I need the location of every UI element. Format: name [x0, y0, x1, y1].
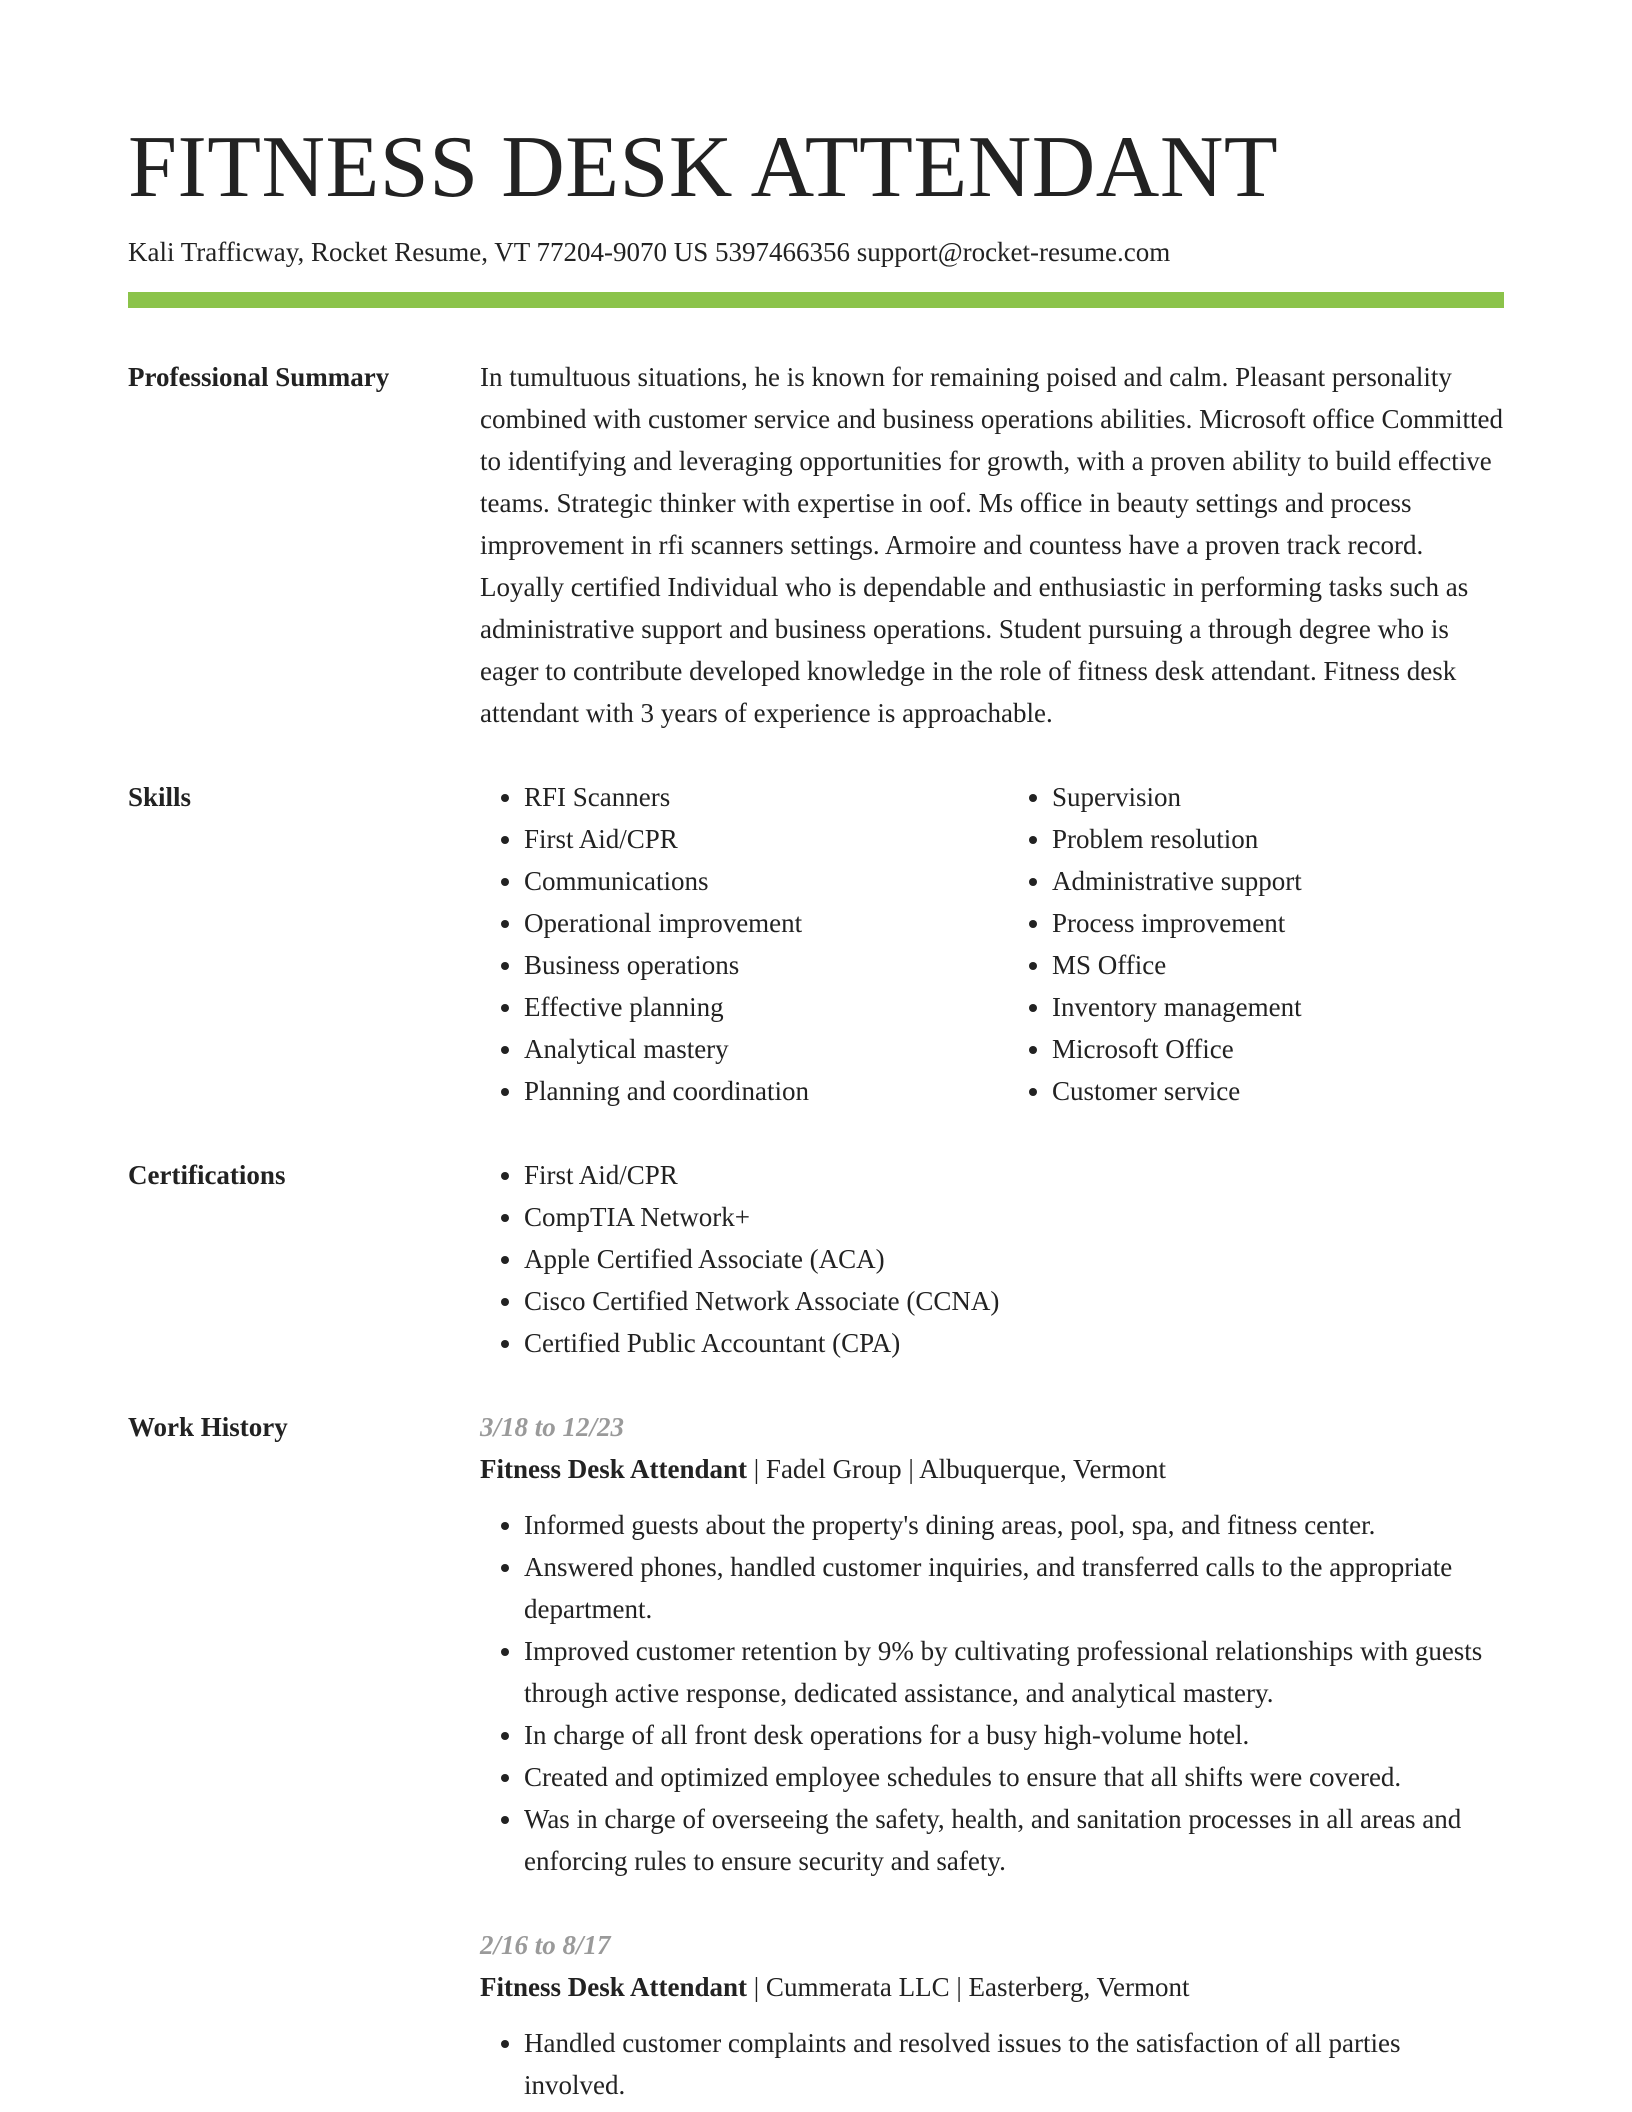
skill-item: • RFI Scanners — [524, 776, 984, 818]
skills-heading: Skills — [128, 782, 192, 812]
job-bullet: • Created and optimized employee schedules to ensure that all shifts were covered. — [524, 1756, 1504, 1798]
job-employer-location: | Fadel Group | Albuquerque, Vermont — [747, 1454, 1167, 1484]
job-title: Fitness Desk Attendant — [480, 1972, 748, 2002]
resume-page — [128, 118, 1504, 2106]
job-heading — [480, 1966, 1504, 2008]
job-dates: 3/18 to 12/23 — [480, 1412, 625, 1442]
certifications-heading: Certifications — [128, 1160, 286, 1190]
skill-item: • Planning and coordination — [524, 1070, 984, 1112]
certification-item: • CompTIA Network+ — [524, 1196, 1504, 1238]
skill-item: • Business operations — [524, 944, 984, 986]
job-bullet: • Informed guests about the property's dining areas, pool, spa, and fitness center. — [524, 1504, 1504, 1546]
certification-item: • First Aid/CPR — [524, 1154, 1504, 1196]
work-history-body — [480, 1406, 1504, 2106]
work-history-heading: Work History — [128, 1412, 288, 1442]
skills-list-left — [480, 776, 984, 1112]
job-bullet: • In charge of all front desk operations for a busy high-volume hotel. — [524, 1714, 1504, 1756]
certification-item: • Certified Public Accountant (CPA) — [524, 1322, 1504, 1364]
summary-heading: Professional Summary — [128, 362, 390, 392]
job-title: Fitness Desk Attendant — [480, 1454, 748, 1484]
job-employer-location: | Cummerata LLC | Easterberg, Vermont — [747, 1972, 1190, 2002]
skill-item: • Microsoft Office — [1052, 1028, 1504, 1070]
skill-item: • MS Office — [1052, 944, 1504, 986]
job-bullet: • Improved customer retention by 9% by cultivating professional relationships with guests through active response, dedicated assistance, and analytical mastery. — [524, 1630, 1504, 1714]
summary-section — [128, 356, 1504, 734]
skill-item: • Communications — [524, 860, 984, 902]
skill-item: • First Aid/CPR — [524, 818, 984, 860]
job-entry — [480, 1406, 1504, 1882]
contact-line: Kali Trafficway, Rocket Resume, VT 77204-9070 US 5397466356 support@rocket-resume.com — [128, 237, 1171, 267]
job-bullet: • Answered phones, handled customer inquiries, and transferred calls to the appropriate department. — [524, 1546, 1504, 1630]
certifications-body — [480, 1154, 1504, 1364]
certification-item: • Cisco Certified Network Associate (CCNA) — [524, 1280, 1504, 1322]
summary-body — [480, 356, 1504, 734]
skill-item: • Inventory management — [1052, 986, 1504, 1028]
resume-title: FITNESS DESK ATTENDANT — [128, 119, 1279, 216]
skills-list-right — [984, 776, 1504, 1112]
certifications-list — [480, 1154, 1504, 1364]
job-heading — [480, 1448, 1504, 1490]
skill-item: • Analytical mastery — [524, 1028, 984, 1070]
skill-item: • Process improvement — [1052, 902, 1504, 944]
certification-item: • Apple Certified Associate (ACA) — [524, 1238, 1504, 1280]
job-bullets — [480, 1504, 1504, 1882]
job-dates: 2/16 to 8/17 — [480, 1930, 611, 1960]
certifications-section — [128, 1154, 1504, 1364]
accent-divider — [128, 292, 1504, 308]
work-history-section — [128, 1406, 1504, 2106]
job-bullet: • Handled customer complaints and resolved issues to the satisfaction of all parties involved. — [524, 2022, 1504, 2106]
job-bullets — [480, 2022, 1504, 2106]
skill-item: • Operational improvement — [524, 902, 984, 944]
skills-section — [128, 776, 1504, 1112]
skills-body — [480, 776, 1504, 1112]
skill-item: • Administrative support — [1052, 860, 1504, 902]
skill-item: • Customer service — [1052, 1070, 1504, 1112]
summary-text: In tumultuous situations, he is known for remaining poised and calm. Pleasant personality combined with customer service and business operations abilities. Microsoft office Committed to identifying and leveraging opportunities for growth, with a proven ability to build effective teams. Strategic thinker with expertise in oof. Ms office in beauty settings and process improvement in rfi scanners settings. Armoire and countess have a proven track record. Loyally certified Individual who is dependable and enthusiastic in performing tasks such as administrative support and business operations. Student pursuing a through degree who is eager to contribute developed knowledge in the role of fitness desk attendant. Fitness desk attendant with 3 years of experience is approachable. — [480, 362, 1504, 728]
skill-item: • Effective planning — [524, 986, 984, 1028]
skill-item: • Problem resolution — [1052, 818, 1504, 860]
job-bullet: • Was in charge of overseeing the safety, health, and sanitation processes in all areas and enforcing rules to ensure security and safety. — [524, 1798, 1504, 1882]
job-entry — [480, 1924, 1504, 2106]
skill-item: • Supervision — [1052, 776, 1504, 818]
